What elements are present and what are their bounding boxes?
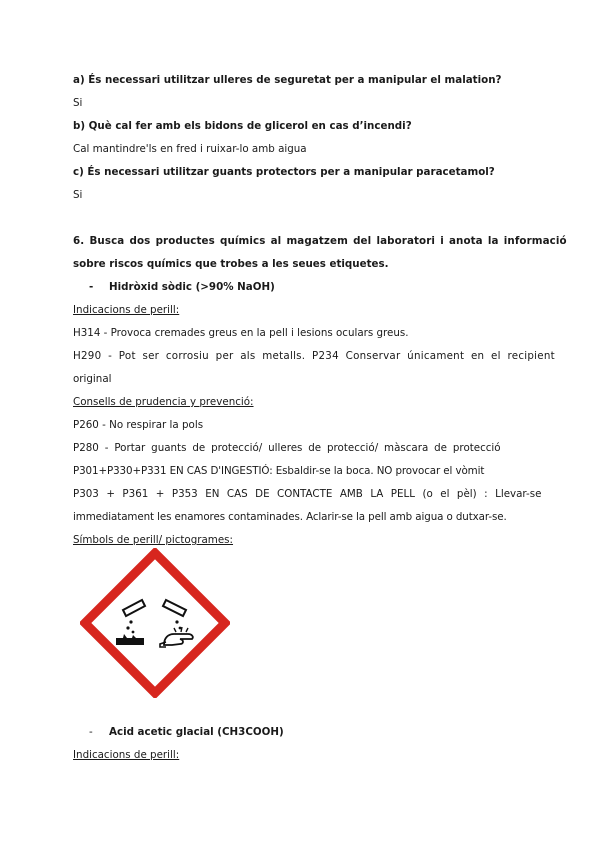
product1-p303-line1: P303 + P361 + P353 EN CAS DE CONTACTE AMB LA PELL (o el pèl) : Llevar-se: [73, 488, 542, 500]
corrosion-pictogram-icon: [80, 548, 230, 698]
product2-bullet: -: [89, 726, 93, 738]
product1-bullet: -: [89, 281, 94, 293]
product2-name: Acid acetic glacial (CH3COOH): [109, 726, 284, 738]
section6-heading-line2: sobre riscos químics que trobes a les seues etiquetes.: [73, 258, 389, 270]
product1-symbols-title: Símbols de perill/ pictogrames:: [73, 534, 234, 546]
product1-p303-line2: immediatament les enamores contaminades. Aclarir-se la pell amb aigua o dutxar-se.: [73, 511, 507, 523]
product1-p260: P260 - No respirar la pols: [73, 419, 204, 431]
product1-p301: P301+P330+P331 EN CAS D'INGESTIÓ: Esbaldir-se la boca. NO provocar el vòmit: [73, 465, 485, 477]
product1-h314: H314 - Provoca cremades greus en la pell i lesions oculars greus.: [73, 327, 409, 339]
product1-h290-line2: original: [73, 373, 112, 385]
product1-name: Hidròxid sòdic (>90% NaOH): [109, 281, 275, 293]
answer-a: Si: [73, 97, 83, 109]
product1-precaution-title: Consells de prudencia y prevenció:: [73, 396, 254, 408]
section6-heading-line1: 6. Busca dos productes químics al magatzem del laboratori i anota la informació: [73, 235, 567, 247]
product1-hazard-title: Indicacions de perill:: [73, 304, 180, 316]
question-a: a) És necessari utilitzar ulleres de seguretat per a manipular el malation?: [73, 74, 502, 86]
product1-h290-line1: H290 - Pot ser corrosiu per als metalls. P234 Conservar únicament en el recipient: [73, 350, 555, 362]
product2-hazard-title: Indicacions de perill:: [73, 749, 180, 761]
answer-b: Cal mantindre'ls en fred i ruixar-lo amb aigua: [73, 143, 307, 155]
question-c: c) És necessari utilitzar guants protectors per a manipular paracetamol?: [73, 166, 495, 178]
question-b: b) Què cal fer amb els bidons de glicerol en cas d’incendi?: [73, 120, 412, 132]
product1-p280: P280 - Portar guants de protecció/ ulleres de protecció/ màscara de protecció: [73, 442, 501, 454]
answer-c: Si: [73, 189, 83, 201]
